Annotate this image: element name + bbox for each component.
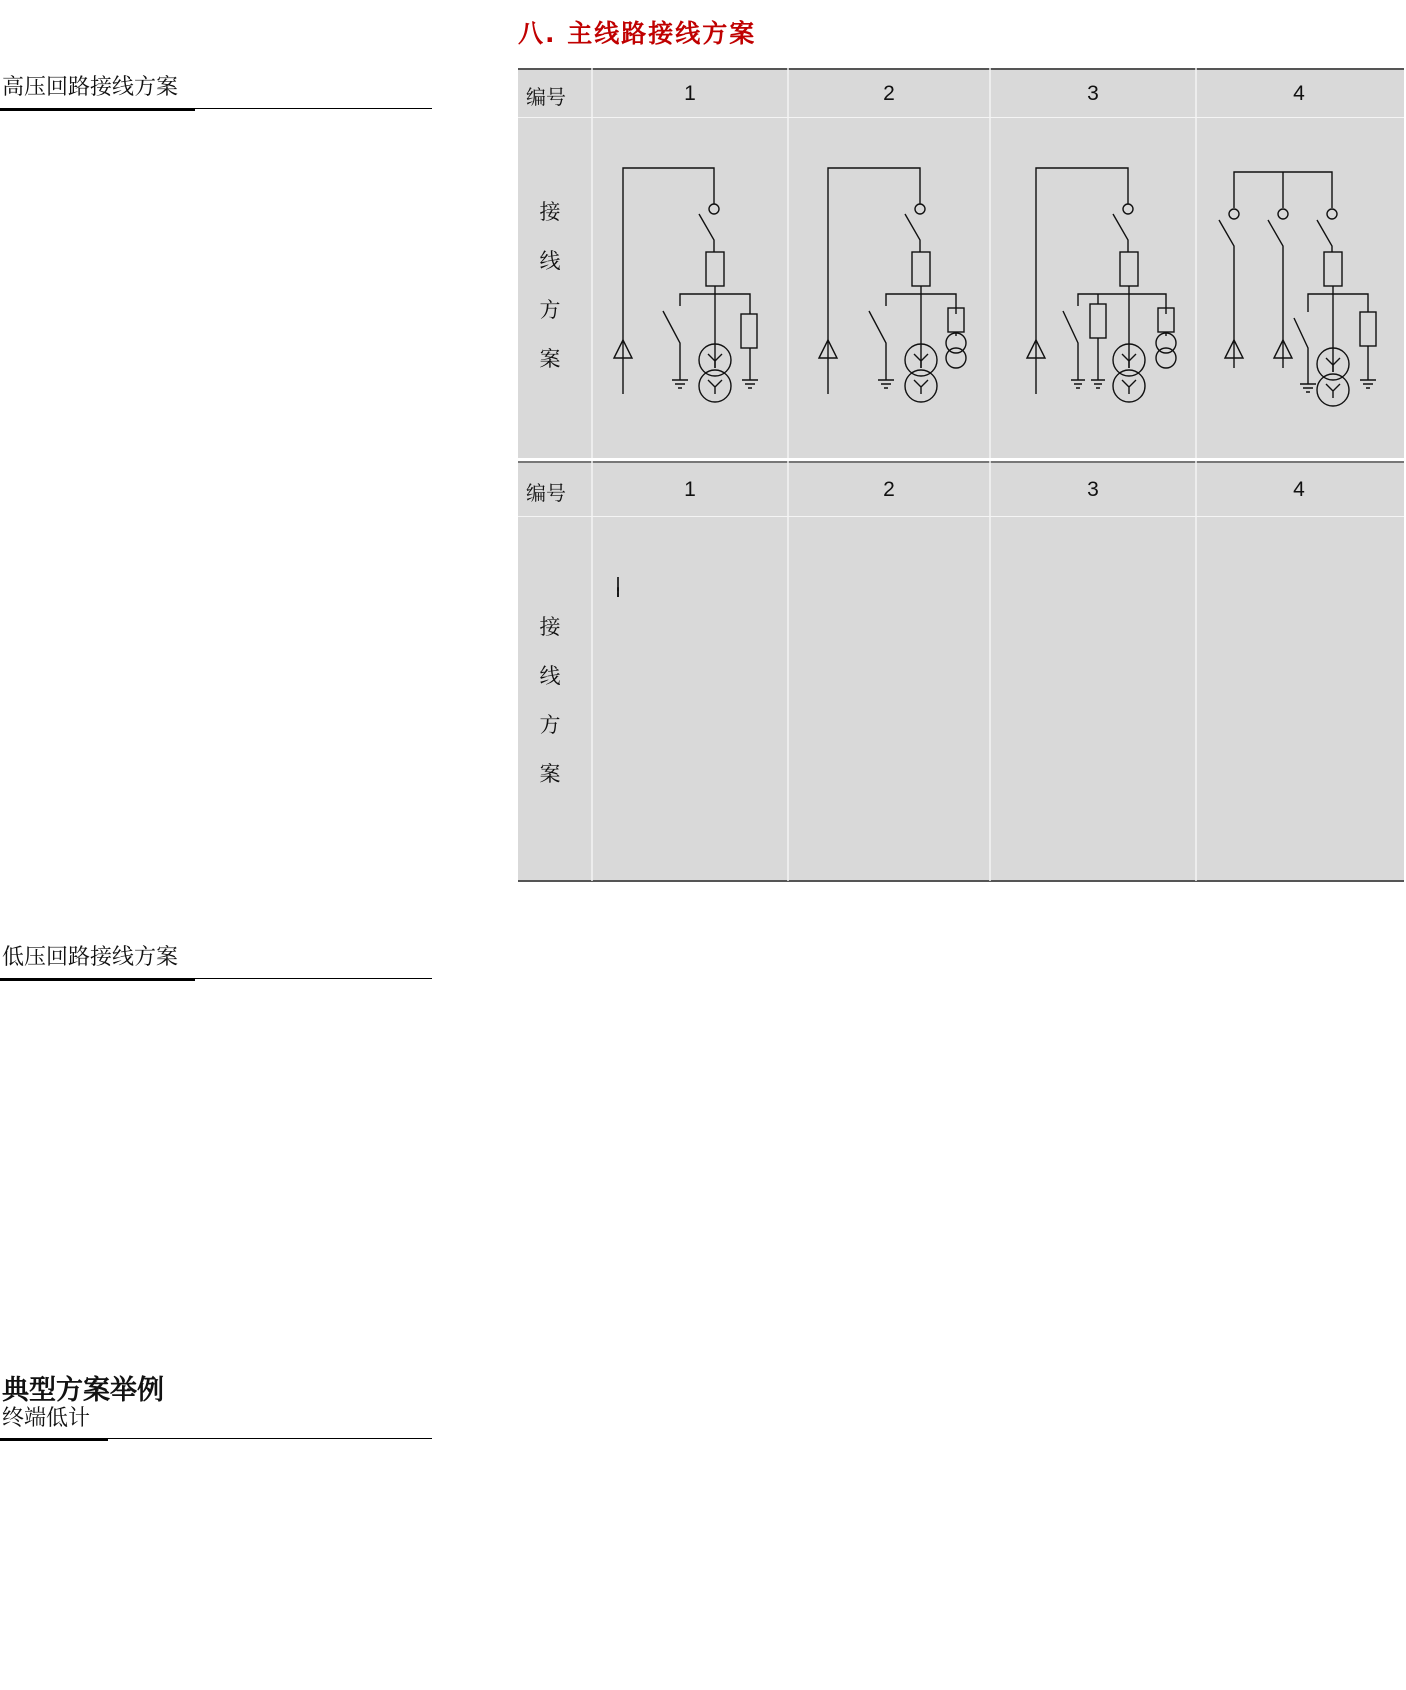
example-sub-label <box>0 1402 432 1439</box>
header-number-1: 1 <box>684 478 696 501</box>
section-label-lv <box>0 942 432 979</box>
scheme-hv-1-4 <box>1219 172 1376 406</box>
header-label: 编号 <box>526 481 566 505</box>
hv-table-2 <box>518 461 1404 881</box>
row-label-char: 案 <box>539 347 561 371</box>
header-number-3: 3 <box>1087 82 1099 105</box>
example-title: 典型方案举例 <box>2 1375 164 1406</box>
header-number-2: 2 <box>883 478 895 501</box>
example-sub-text: 终端低计 <box>2 1406 91 1431</box>
page-title: 八. 主线路接线方案 <box>518 19 757 48</box>
row-label-char: 方 <box>539 713 561 737</box>
section-hv-underline <box>0 108 195 111</box>
header-number-3: 3 <box>1087 478 1099 501</box>
row-label-char: 接 <box>539 615 561 639</box>
header-label: 编号 <box>526 85 566 109</box>
section-lv-text: 低压回路接线方案 <box>2 945 179 970</box>
header-number-2: 2 <box>883 82 895 105</box>
row-label-char: 线 <box>539 664 561 688</box>
header-number-4: 4 <box>1293 478 1305 501</box>
section-hv-text: 高压回路接线方案 <box>2 75 179 100</box>
hv-table-1 <box>518 68 1404 458</box>
section-label-hv <box>0 72 432 109</box>
header-number-1: 1 <box>684 82 696 105</box>
scheme-hv-1-1 <box>614 168 758 402</box>
hv-diagram-1 <box>518 68 1404 458</box>
row-label-char: 接 <box>539 200 561 224</box>
section-lv-underline <box>0 978 195 981</box>
scheme-hv-1-3 <box>1027 168 1176 402</box>
hv-diagram-2 <box>518 461 1404 881</box>
row-label-char: 方 <box>539 298 561 322</box>
header-number-4: 4 <box>1293 82 1305 105</box>
row-label-char: 线 <box>539 249 561 273</box>
row-label-char: 案 <box>539 762 561 786</box>
scheme-hv-1-2 <box>819 168 966 402</box>
example-sub-underline <box>0 1438 108 1441</box>
